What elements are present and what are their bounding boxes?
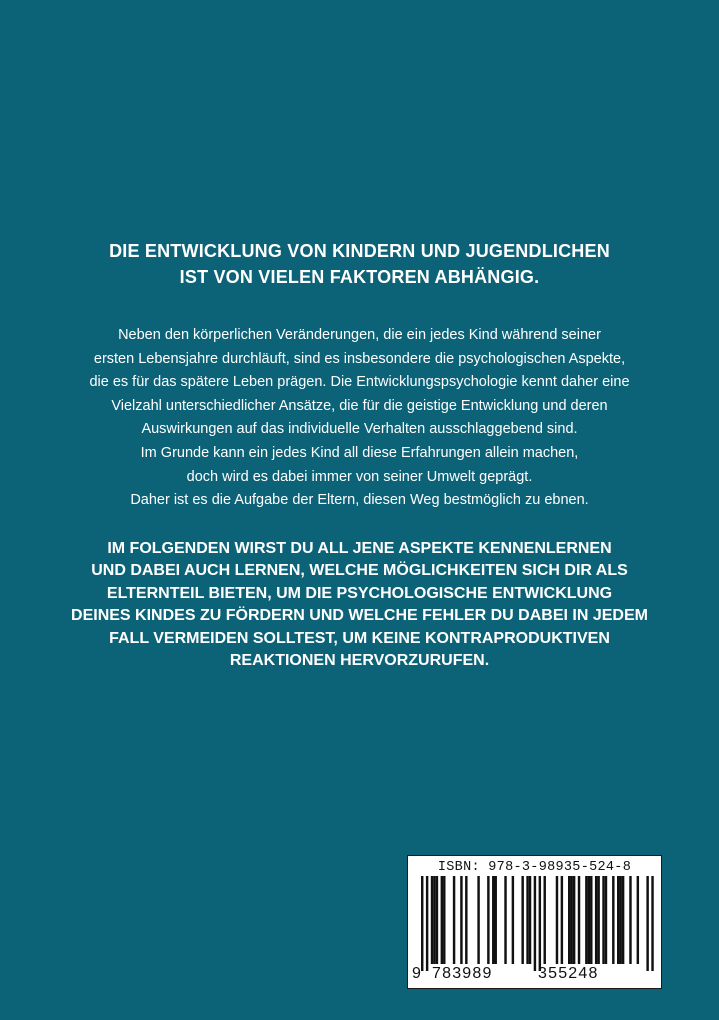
blurb-line: doch wird es dabei immer von seiner Umwelt geprägt. — [186, 468, 533, 485]
closing-line: REAKTIONEN HERVORZURUFEN. — [229, 652, 490, 670]
heading-line: DIE ENTWICKLUNG VON KINDERN UND JUGENDLICHEN — [109, 241, 610, 261]
barcode-bar — [433, 876, 435, 964]
barcode-guard-bar — [651, 876, 653, 971]
barcode-first-digit: 9 — [412, 965, 423, 982]
barcode-bar — [602, 876, 604, 964]
barcode-bar — [504, 876, 506, 964]
closing-line: ELTERNTEIL BIETEN, UM DIE PSYCHOLOGISCHE ENTWICKLUNG — [106, 584, 613, 602]
barcode-bar — [460, 876, 462, 964]
barcode-bar — [585, 876, 587, 964]
barcode-bar — [512, 876, 514, 964]
barcode-bar — [431, 876, 433, 964]
barcode-bar — [561, 876, 563, 964]
blurb-line: Auswirkungen auf das individuelle Verhalten ausschlaggebend sind. — [141, 421, 578, 438]
barcode-bar — [443, 876, 445, 964]
barcode-bar — [529, 876, 531, 964]
blurb-line: Im Grunde kann ein jedes Kind all diese Erfahrungen allein machen, — [140, 444, 579, 461]
barcode-guard-bar — [646, 876, 648, 971]
barcode-bar — [453, 876, 455, 964]
closing-line: FALL VERMEIDEN SOLLTEST, UM KEINE KONTRAPRODUKTIVEN — [109, 629, 610, 647]
barcode-right-digits: 355248 — [538, 965, 599, 982]
barcode-bar — [578, 876, 580, 964]
barcode-bar — [544, 876, 546, 964]
isbn-label: ISBN: 978-3-98935-524-8 — [437, 860, 632, 875]
barcode-bar — [595, 876, 597, 964]
barcode-bar — [436, 876, 438, 964]
barcode-bar — [465, 876, 467, 964]
closing-line: UND DABEI AUCH LERNEN, WELCHE MÖGLICHKEITEN SICH DIR ALS — [91, 562, 628, 580]
barcode-bar — [441, 876, 443, 964]
blurb-line: Neben den körperlichen Veränderungen, die ein jedes Kind während seiner — [118, 327, 601, 343]
barcode-left-digits: 783989 — [432, 965, 493, 982]
barcode-bar — [637, 876, 639, 964]
barcode-bar — [617, 876, 619, 964]
blurb-line: Daher ist es die Aufgabe der Eltern, diesen Weg bestmöglich zu ebnen. — [130, 492, 589, 509]
cover-heading — [40, 238, 679, 290]
barcode-bar — [556, 876, 558, 964]
barcode-bar — [526, 876, 528, 964]
barcode-bar — [612, 876, 614, 964]
barcode-bar — [568, 876, 570, 964]
blurb-line: die es für das spätere Leben prägen. Die Entwicklungspsychologie kennt daher eine — [89, 374, 630, 391]
barcode-guard-bar — [539, 876, 541, 971]
closing-statement — [40, 538, 679, 672]
barcode-bar — [487, 876, 489, 964]
barcode-bar — [597, 876, 599, 964]
barcode-bar — [477, 876, 479, 964]
barcode-bar — [622, 876, 624, 964]
barcode-bar — [492, 876, 494, 964]
barcode-bar — [521, 876, 523, 964]
barcode-guard-bar — [426, 876, 428, 971]
heading-line: IST VON VIELEN FAKTOREN ABHÄNGIG. — [179, 267, 540, 287]
barcode-bar — [605, 876, 607, 964]
isbn-barcode — [407, 855, 662, 989]
barcode-bar — [570, 876, 572, 964]
closing-line: IM FOLGENDEN WIRST DU ALL JENE ASPEKTE KENNENLERNEN — [107, 540, 612, 557]
closing-line: DEINES KINDES ZU FÖRDERN UND WELCHE FEHLER DU DABEI IN JEDEM — [71, 607, 648, 625]
barcode-bar — [588, 876, 590, 964]
barcode-guard-bar — [534, 876, 536, 971]
barcode-bar — [590, 876, 592, 964]
barcode-bar — [629, 876, 631, 964]
barcode-bar — [619, 876, 621, 964]
barcode-bar — [495, 876, 497, 964]
barcode-bar — [573, 876, 575, 964]
blurb-paragraph — [40, 324, 679, 513]
blurb-line: ersten Lebensjahre durchläuft, sind es insbesondere die psychologischen Aspekte, — [93, 350, 626, 367]
barcode-guard-bar — [421, 876, 423, 971]
blurb-line: Vielzahl unterschiedlicher Ansätze, die für die geistige Entwicklung und deren — [111, 397, 608, 414]
